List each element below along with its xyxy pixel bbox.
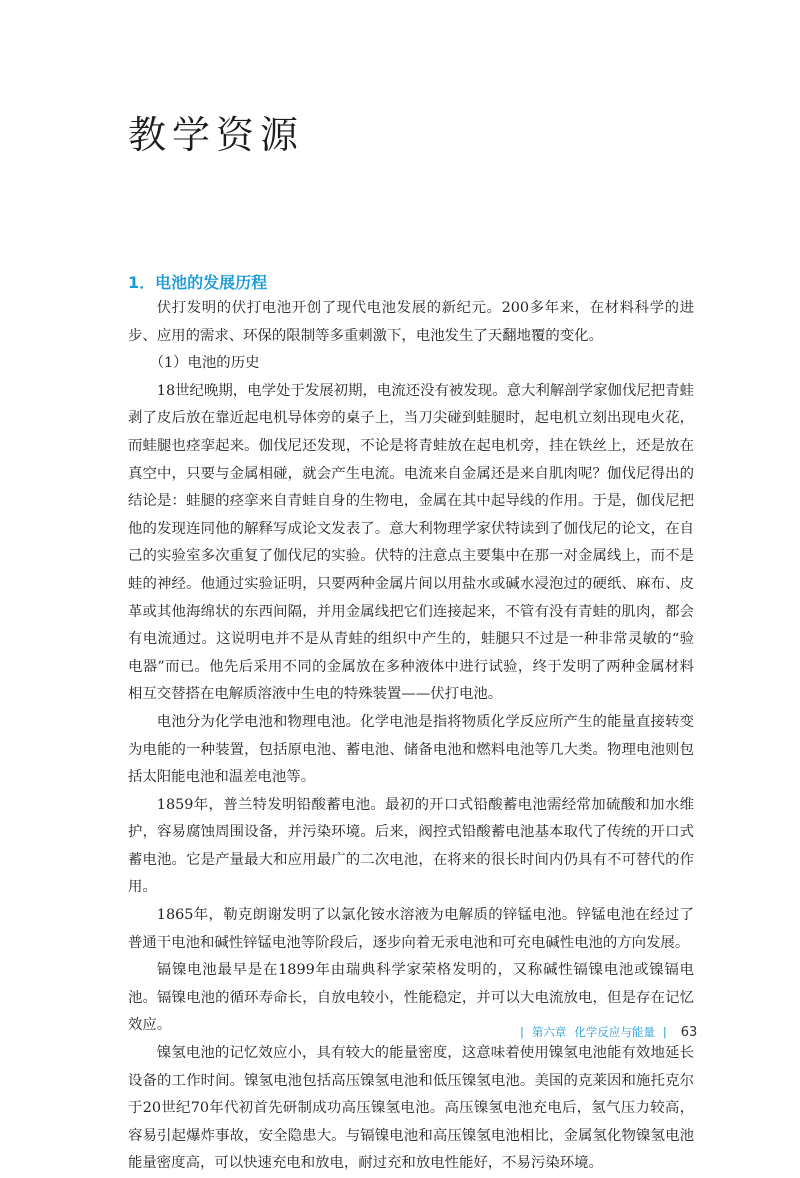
- footer-divider-right: |: [662, 1025, 667, 1039]
- page-title: 教学资源: [128, 113, 305, 157]
- footer-divider-left: |: [520, 1025, 524, 1039]
- paragraph-history: 18世纪晚期，电学处于发展初期，电流还没有被发现。意大利解剖学家伽伐尼把青蛙剥了皮后放在靠近起电机导体旁的桌子上，当刀尖碰到蛙腿时，起电机立刻出现电火花，而蛙腿也痉挛起来。伽伐尼还发现，不论是将青蛙放在起电机旁，挂在铁丝上，还是放在真空中，只要与金属相碰，就会产生电流。电流来自金属还是来自肌肉呢？伽伐尼得出的结论是：蛙腿的痉挛来自青蛙自身的生物电，金属在其中起导线的作用。于是，伽伐尼把他的发现连同他的解释写成论文发表了。意大利物理学家伏特读到了伽伐尼的论文，在自己的实验室多次重复了伽伐尼的实验。伏特的注意点主要集中在那一对金属线上，而不是蛙的神经。他通过实验证明，只要两种金属片间以用盐水或碱水浸泡过的硬纸、麻布、皮革或其他海绵状的东西间隔，并用金属线把它们连接起来，不管有没有青蛙的肌肉，都会有电流通过。这说明电并不是从青蛙的组织中产生的，蛙腿只不过是一种非常灵敏的“验电器”而已。他先后采用不同的金属放在多种液体中进行试验，终于发明了两种金属材料相互交替搭在电解质溶液中生电的特殊装置——伏打电池。: [128, 382, 694, 703]
- paragraph-battery-types: 电池分为化学电池和物理电池。化学电池是指将物质化学反应所产生的能量直接转变为电能的一种装置，包括原电池、蓄电池、储备电池和燃料电池等几大类。物理电池则包括太阳能电池和温差电池等。: [128, 713, 694, 786]
- footer-chapter: 第六章: [531, 1025, 567, 1039]
- paragraph-zinc-manganese: 1865年，勒克朗谢发明了以氯化铵水溶液为电解质的锌锰电池。锌锰电池在经过了普通干电池和碱性锌锰电池等阶段后，逐步向着无汞电池和可充电碱性电池的方向发展。: [128, 907, 694, 951]
- page-number: 63: [680, 1024, 698, 1040]
- section-title: 1．电池的发展历程: [128, 273, 268, 292]
- paragraph-nickel-cadmium: 镉镍电池最早是在1899年由瑞典科学家荣格发明的，又称碱性镉镍电池或镍镉电池。镉镍电池的循环寿命长，自放电较小，性能稳定，并可以大电流放电，但是存在记忆效应。: [128, 962, 694, 1034]
- page-footer: [520, 1024, 697, 1040]
- footer-chapter-title: 化学反应与能量: [574, 1025, 655, 1039]
- paragraph-intro: 伏打发明的伏打电池开创了现代电池发展的新纪元。200多年来，在材料科学的进步、应用的需求、环保的限制等多重刺激下，电池发生了天翻地覆的变化。: [128, 300, 694, 344]
- body-text: [128, 295, 694, 1178]
- paragraph-lead-acid: 1859年，普兰特发明铅酸蓄电池。最初的开口式铅酸蓄电池需经常加硫酸和加水维护，容易腐蚀周围设备，并污染环境。后来，阀控式铅酸蓄电池基本取代了传统的开口式蓄电池。它是产量最大和应用最广的二次电池，在将来的很长时间内仍具有不可替代的作用。: [128, 796, 694, 896]
- paragraph-nickel-hydrogen: 镍氢电池的记忆效应小，具有较大的能量密度，这意味着使用镍氢电池能有效地延长设备的工作时间。镍氢电池包括高压镍氢电池和低压镍氢电池。美国的克莱因和施托克尔于20世纪70年代初首先研制成功高压镍氢电池。高压镍氢电池充电后，氢气压力较高，容易引起爆炸事故，安全隐患大。与镉镍电池和高压镍氢电池相比，金属氢化物镍氢电池能量密度高，可以快速充电和放电，耐过充和放电性能好，不易污染环境。: [128, 1045, 694, 1172]
- subsection-heading: （1）电池的历史: [149, 355, 260, 372]
